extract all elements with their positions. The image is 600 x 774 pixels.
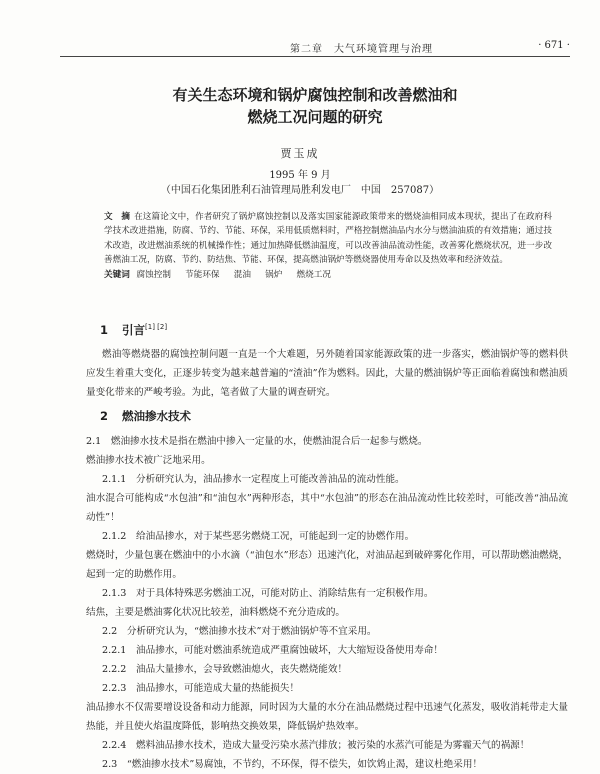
paragraph: 燃油等燃烧器的腐蚀控制问题一直是一个大难题，另外随着国家能源政策的进一步落实，燃油锅炉等的燃料供应发生着重大变化，正逐步转变为越来越普遍的“渣油”作为燃料。因此，大量的燃油锅炉等正面临着腐蚀和燃油质量变化带来的严峻考验。为此，笔者做了大量的调查研究。 xyxy=(86,349,568,398)
keyword: 节能环保 xyxy=(185,269,220,280)
abstract-text: 在这篇论文中，作者研究了锅炉腐蚀控制以及落实国家能源政策带来的燃烧油相同成本现状，提出了在政府科学技术改进措施，防腐、节约、节能、环保，采用低质燃料时，严格控制燃油品内水分与燃油油质的有效措施；通过技术改造，改进燃油系统的机械操作性；通过加热降低燃油温度，可以改善油品流动性能，改善雾化燃烧状况，进一步改善燃油工况，防腐、节约、防结焦、节能、环保，提高燃油锅炉等燃烧器使用寿命以及热效率和经济效益。 xyxy=(104,212,552,266)
date: 1995 年 9 月 xyxy=(269,170,331,181)
section-1-heading xyxy=(100,322,167,338)
keywords xyxy=(104,268,552,282)
section-2-heading xyxy=(100,408,191,424)
title-line-1: 有关生态环境和锅炉腐蚀控制和改善燃油和 xyxy=(172,86,458,104)
keyword: 腐蚀控制 xyxy=(136,269,171,280)
paragraph-line: 结焦，主要是燃油雾化状况比较差，油料燃烧不充分造成的。 xyxy=(86,607,346,618)
keywords-label: 关键词 xyxy=(104,269,130,280)
section-2-body xyxy=(86,432,568,774)
paragraph-line: 2.2.3 油品掺水，可能造成大量的热能损失！ xyxy=(102,683,300,694)
title-line-2: 燃烧工况问题的研究 xyxy=(247,108,383,126)
paragraph-line: 2.3 “燃油掺水技术”易腐蚀，不节约，不环保，得不偿失，如饮鸩止渴，建议杜绝采用！ xyxy=(102,759,483,770)
paragraph-line: 燃烧时，少量包裹在燃油中的小水滴（“油包水”形态）迅速汽化，对油品起到破碎雾化作用，可以帮助燃油燃烧，起到一定的助燃作用。 xyxy=(86,550,568,580)
paragraph-line: 2.1 燃油掺水技术是指在燃油中掺入一定量的水，使燃油混合后一起参与燃烧。 xyxy=(86,436,428,447)
running-header xyxy=(60,40,570,57)
keyword: 锅炉 xyxy=(265,269,283,280)
paragraph-line: 油水混合可能构成“水包油”和“油包水”两种形态，其中“水包油”的形态在油品流动性比较差时，可能改善“油品流动性”！ xyxy=(86,493,568,523)
paragraph-line: 2.2.4 燃料油品掺水技术，造成大量受污染水蒸汽排放；被污染的水蒸汽可能是为雾霾天气的祸源！ xyxy=(102,740,530,751)
paragraph-line: 燃油掺水技术被广泛地采用。 xyxy=(86,455,211,466)
section-number: 1 xyxy=(100,323,109,337)
section-number: 2 xyxy=(100,409,109,423)
paragraph-line: 2.1.2 给油品掺水，对于某些恶劣燃烧工况，可能起到一定的协燃作用。 xyxy=(102,531,415,542)
article-title xyxy=(60,84,570,128)
citation: [1] [2] xyxy=(145,323,168,332)
keyword: 燃烧工况 xyxy=(296,269,331,280)
affiliation: （中国石化集团胜利石油管理局胜利发电厂 中国 257087） xyxy=(160,185,440,196)
section-1-body xyxy=(86,345,568,402)
paragraph-line: 2.1.3 对于具体特殊恶劣燃油工况，可能对防止、消除结焦有一定积极作用。 xyxy=(102,588,434,599)
abstract-body xyxy=(104,210,552,268)
paragraph-line: 2.2 分析研究认为，“燃油掺水技术”对于燃油锅炉等不宜采用。 xyxy=(102,626,377,637)
section-title: 燃油掺水技术 xyxy=(122,409,192,423)
paragraph-line: 2.2.1 油品掺水，可能对燃油系统造成严重腐蚀破坏，大大缩短设备使用寿命！ xyxy=(102,645,444,656)
page-number: · 671 · xyxy=(538,40,570,51)
paragraph-line: 油品掺水不仅需要增设设备和动力能源，同时因为大量的水分在油品燃烧过程中迅速气化蒸发，吸收消耗带走大量热能，并且使火焰温度降低，影响热交换效果，降低锅炉热效率。 xyxy=(86,702,568,732)
section-title: 引言 xyxy=(122,323,146,337)
keyword: 混油 xyxy=(233,269,251,280)
abstract-label: 文 摘 xyxy=(104,212,131,222)
paragraph-line: 2.2.2 油品大量掺水，会导致燃油熄火，丧失燃烧能效！ xyxy=(102,664,348,675)
paragraph-line: 2.1.1 分析研究认为，油品掺水一定程度上可能改善油品的流动性能。 xyxy=(102,474,405,485)
author: 贾玉成 xyxy=(280,147,320,160)
abstract xyxy=(104,210,552,282)
chapter-title: 第二章 大气环境管理与治理 xyxy=(290,44,433,55)
